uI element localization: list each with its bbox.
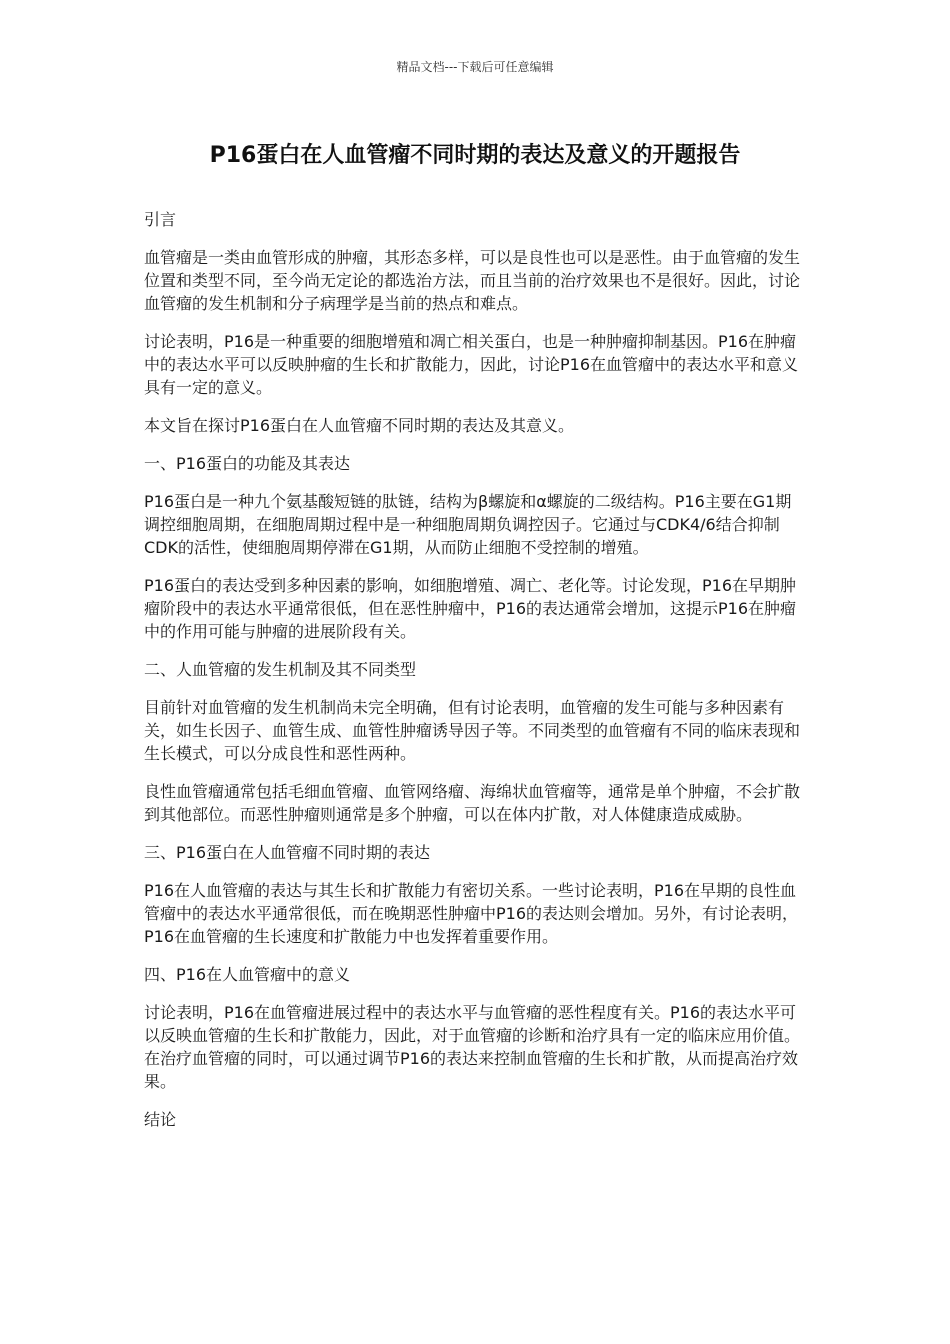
- paragraph: 讨论表明，P16是一种重要的细胞增殖和凋亡相关蛋白，也是一种肿瘤抑制基因。P16在肿瘤中的表达水平可以反映肿瘤的生长和扩散能力，因此，讨论P16在血管瘤中的表达水平和意义具有一定的意义。: [144, 332, 799, 397]
- section-heading-4: 四、P16在人血管瘤中的意义: [144, 965, 351, 984]
- paragraph: 良性血管瘤通常包括毛细血管瘤、血管网络瘤、海绵状血管瘤等，通常是单个肿瘤，不会扩散到其他部位。而恶性肿瘤则通常是多个肿瘤，可以在体内扩散，对人体健康造成威胁。: [144, 782, 801, 824]
- section-heading-2: 二、人血管瘤的发生机制及其不同类型: [144, 660, 417, 679]
- paragraph: P16在人血管瘤的表达与其生长和扩散能力有密切关系。一些讨论表明，P16在早期的良性血管瘤中的表达水平通常很低，而在晚期恶性肿瘤中P16的表达则会增加。另外，有讨论表明，P16在血管瘤的生长速度和扩散能力中也发挥着重要作用。: [144, 881, 799, 946]
- paragraph: P16蛋白的表达受到多种因素的影响，如细胞增殖、凋亡、老化等。讨论发现，P16在早期肿瘤阶段中的表达水平通常很低，但在恶性肿瘤中，P16的表达通常会增加，这提示P16在肿瘤中的作用可能与肿瘤的进展阶段有关。: [144, 576, 797, 641]
- paragraph: 本文旨在探讨P16蛋白在人血管瘤不同时期的表达及其意义。: [144, 416, 575, 435]
- header-note: 精品文档---下载后可任意编辑: [396, 60, 554, 74]
- document-body: [144, 208, 806, 1146]
- paragraph: 血管瘤是一类由血管形成的肿瘤，其形态多样，可以是良性也可以是恶性。由于血管瘤的发生位置和类型不同，至今尚无定论的都选治方法，而且当前的治疗效果也不是很好。因此，讨论血管瘤的发生机制和分子病理学是当前的热点和难点。: [144, 248, 801, 313]
- document-title: P16蛋白在人血管瘤不同时期的表达及意义的开题报告: [209, 143, 741, 168]
- section-heading-3: 三、P16蛋白在人血管瘤不同时期的表达: [144, 843, 431, 862]
- section-heading-1: 一、P16蛋白的功能及其表达: [144, 454, 351, 473]
- paragraph: P16蛋白是一种九个氨基酸短链的肽链，结构为β螺旋和α螺旋的二级结构。P16主要在G1期调控细胞周期，在细胞周期过程中是一种细胞周期负调控因子。它通过与CDK4/6结合抑制CDK的活性，使细胞周期停滞在G1期，从而防止细胞不受控制的增殖。: [144, 492, 792, 557]
- section-heading-conclusion: 结论: [144, 1110, 177, 1129]
- paragraph: 目前针对血管瘤的发生机制尚未完全明确，但有讨论表明，血管瘤的发生可能与多种因素有关，如生长因子、血管生成、血管性肿瘤诱导因子等。不同类型的血管瘤有不同的临床表现和生长模式，可以分成良性和恶性两种。: [144, 698, 801, 763]
- paragraph: 讨论表明，P16在血管瘤进展过程中的表达水平与血管瘤的恶性程度有关。P16的表达水平可以反映血管瘤的生长和扩散能力，因此，对于血管瘤的诊断和治疗具有一定的临床应用价值。在治疗血管瘤的同时，可以通过调节P16的表达来控制血管瘤的生长和扩散，从而提高治疗效果。: [144, 1003, 801, 1091]
- section-heading-intro: 引言: [144, 210, 177, 229]
